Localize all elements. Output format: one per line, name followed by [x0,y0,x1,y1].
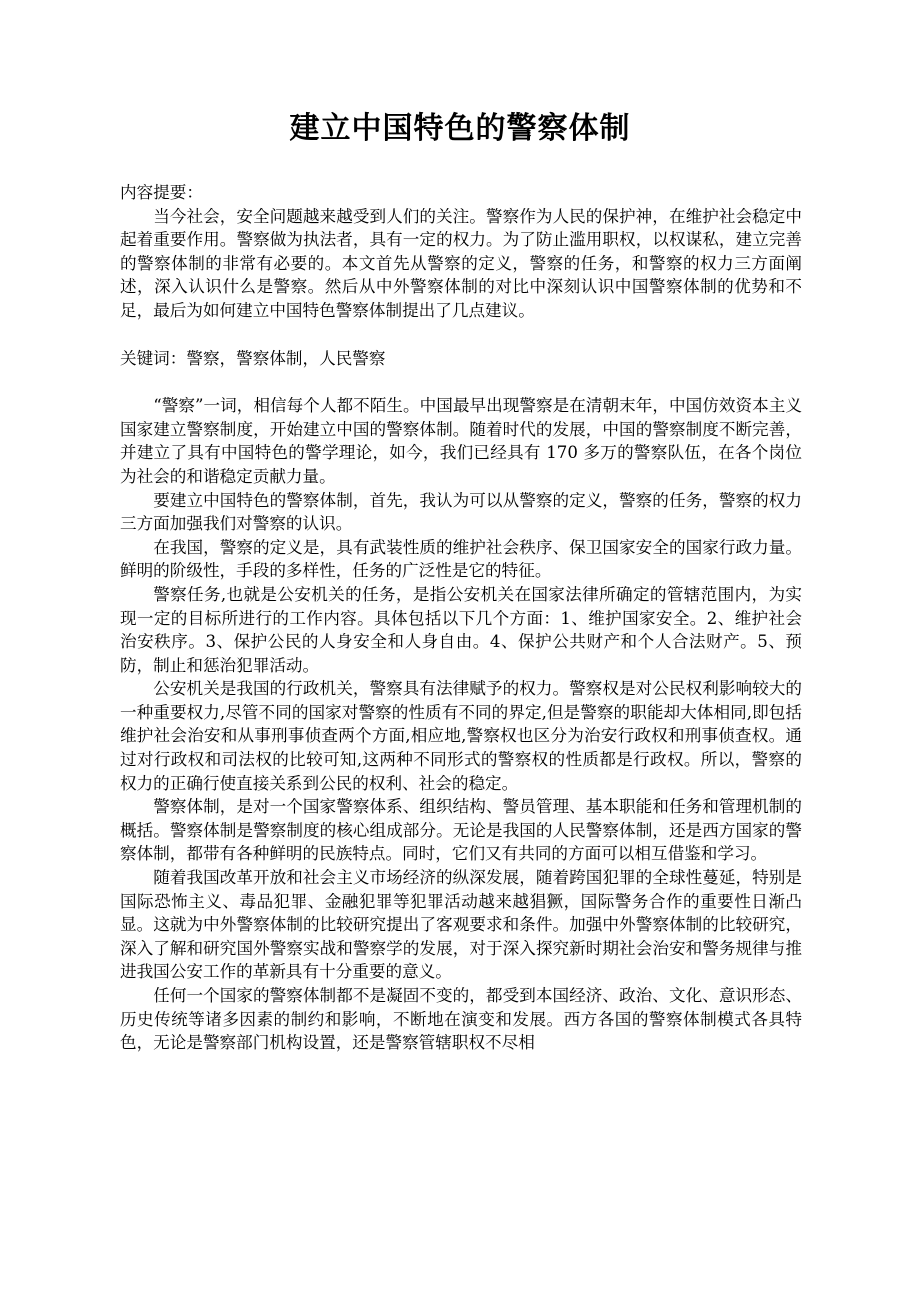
body-paragraph: 在我国，警察的定义是，具有武装性质的维护社会秩序、保卫国家安全的国家行政力量。鲜明的阶级性，手段的多样性，任务的广泛性是它的特征。 [120,537,802,581]
document-body [120,181,802,1055]
body-paragraph: 警察体制，是对一个国家警察体系、组织结构、警员管理、基本职能和任务和管理机制的概括。警察体制是警察制度的核心组成部分。无论是我国的人民警察体制，还是西方国家的警察体制，都带有各种鲜明的民族特点。同时，它们又有共同的方面可以相互借鉴和学习。 [120,797,802,864]
abstract-text: 当今社会，安全问题越来越受到人们的关注。警察作为人民的保护神，在维护社会稳定中起着重要作用。警察做为执法者，具有一定的权力。为了防止滥用职权，以权谋私，建立完善的警察体制的非常有必要的。本文首先从警察的定义，警察的任务，和警察的权力三方面阐述，深入认识什么是警察。然后从中外警察体制的对比中深刻认识中国警察体制的优势和不足，最后为如何建立中国特色警察体制提出了几点建议。 [120,206,802,320]
body-paragraph: “警察”一词，相信每个人都不陌生。中国最早出现警察是在清朝末年，中国仿效资本主义国家建立警察制度，开始建立中国的警察体制。随着时代的发展，中国的警察制度不断完善，并建立了具有中国特色的警学理论，如今，我们已经具有 170 多万的警察队伍，在各个岗位为社会的和谐稳定贡献力量。 [120,396,802,486]
page-title: 建立中国特色的警察体制 [289,111,631,146]
body-paragraph: 随着我国改革开放和社会主义市场经济的纵深发展，随着跨国犯罪的全球性蔓延，特别是国际恐怖主义、毒品犯罪、金融犯罪等犯罪活动越来越猖獗，国际警务合作的重要性日渐凸显。这就为中外警察体制的比较研究提出了客观要求和条件。加强中外警察体制的比较研究，深入了解和研究国外警察实战和警察学的发展，对于深入探究新时期社会治安和警务规律与推进我国公安工作的革新具有十分重要的意义。 [120,868,802,982]
body-paragraph: 公安机关是我国的行政机关，警察具有法律赋予的权力。警察权是对公民权利影响较大的一种重要权力,尽管不同的国家对警察的性质有不同的界定,但是警察的职能却大体相同,即包括维护社会治安和从事刑事侦查两个方面,相应地,警察权也区分为治安行政权和刑事侦查权。通过对行政权和司法权的比较可知,这两种不同形式的警察权的性质都是行政权。所以，警察的权力的正确行使直接关系到公民的权利、社会的稳定。 [120,679,802,793]
keywords-line: 关键词：警察，警察体制，人民警察 [120,348,386,368]
spacer [120,370,802,394]
spacer [120,323,802,347]
body-paragraph: 要建立中国特色的警察体制，首先，我认为可以从警察的定义，警察的任务，警察的权力三方面加强我们对警察的认识。 [120,490,802,534]
abstract-label: 内容提要： [120,183,203,202]
body-paragraph: 任何一个国家的警察体制都不是凝固不变的，都受到本国经济、政治、文化、意识形态、历史传统等诸多因素的制约和影响，不断地在演变和发展。西方各国的警察体制模式各具特色，无论是警察部门机构设置，还是警察管辖职权不尽相 [120,986,802,1053]
body-paragraph: 警察任务,也就是公安机关的任务，是指公安机关在国家法律所确定的管辖范围内，为实现一定的目标所进行的工作内容。具体包括以下几个方面：1、维护国家安全。2、维护社会治安秩序。3、保护公民的人身安全和人身自由。4、保护公共财产和个人合法财产。5、预防，制止和惩治犯罪活动。 [120,584,802,675]
